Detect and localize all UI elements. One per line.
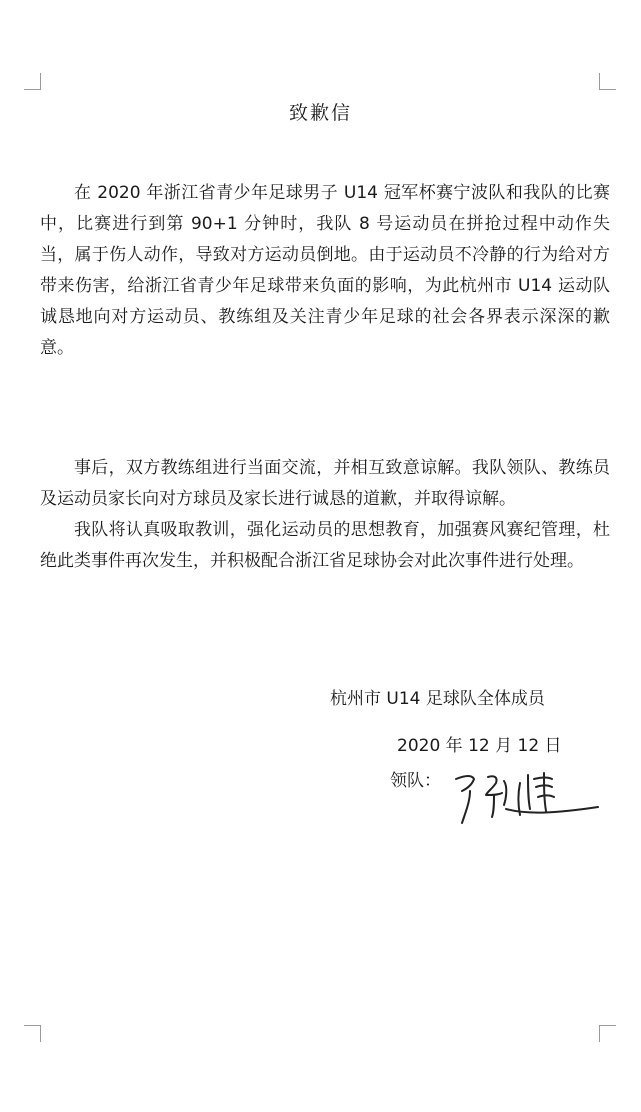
letter-title: 致歉信 [288,102,352,124]
signoff-organization: 杭州市 U14 足球队全体成员 [330,689,545,709]
handwritten-signature [448,765,608,829]
page-corner-mark-top-right [599,73,616,90]
page-corner-mark-bottom-right [599,1025,616,1042]
signoff-date: 2020 年 12 月 12 日 [397,736,562,756]
page-corner-mark-bottom-left [24,1025,41,1042]
signoff-leader-label: 领队： [390,771,441,791]
letter-paragraph-2: 事后，双方教练组进行当面交流，并相互致意谅解。我队领队、教练员及运动员家长向对方球员及家长进行诚恳的道歉，并取得谅解。 [40,458,610,509]
letter-paragraph-1: 在 2020 年浙江省青少年足球男子 U14 冠军杯赛宁波队和我队的比赛中，比赛进行到第 90+1 分钟时，我队 8 号运动员在拼抢过程中动作失当，属于伤人动作，导致对方运动员倒地。由于运动员不冷静的行为给对方带来伤害，给浙江省青少年足球带来负面的影响，为此杭州市 U14 运动队诚恳地向对方运动员、教练组及关注青少年足球的社会各界表示深深的歉意。 [40,183,610,358]
letter-paragraph-3: 我队将认真吸取教训，强化运动员的思想教育，加强赛风赛纪管理，杜绝此类事件再次发生，并积极配合浙江省足球协会对此次事件进行处理。 [40,520,610,571]
page-corner-mark-top-left [24,73,41,90]
